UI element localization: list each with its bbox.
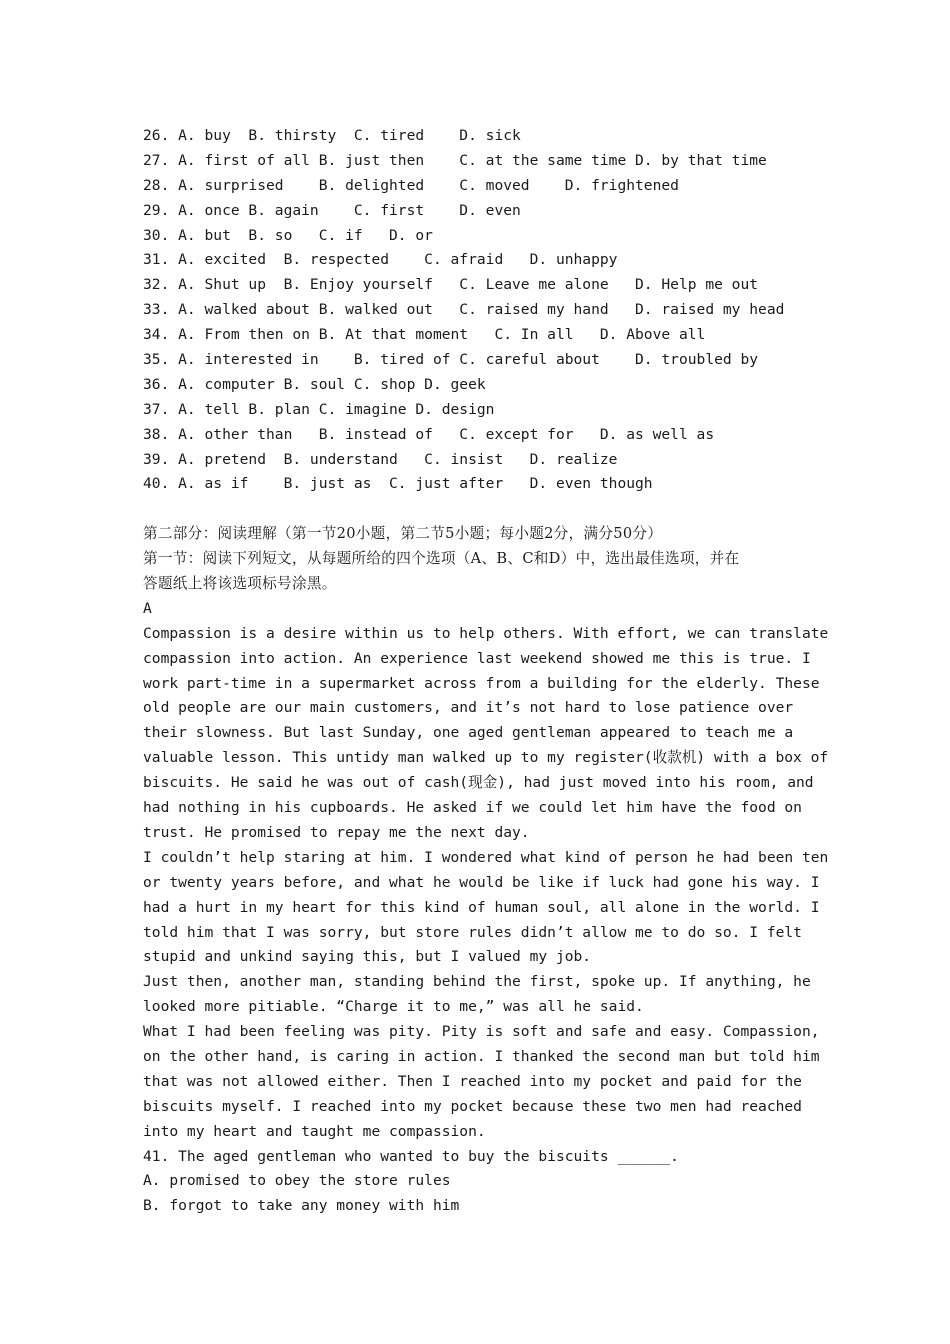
passage-line: into my heart and taught me compassion. (143, 1122, 486, 1140)
cloze-option-line: 36. A. computer B. soul C. shop D. geek (143, 375, 486, 393)
reading-passage (143, 622, 829, 1145)
passage-line: or twenty years before, and what he would be like if luck had gone his way. I (143, 873, 820, 891)
cloze-option-line: 38. A. other than B. instead of C. except for D. as well as (143, 425, 715, 443)
section-spacer (143, 497, 823, 522)
document-page (143, 124, 829, 1219)
section-instruction-line: 第一节：阅读下列短文，从每题所给的四个选项（A、B、C和D）中，选出最佳选项，并在 (143, 550, 740, 568)
cloze-option-line: 28. A. surprised B. delighted C. moved D. frightened (143, 176, 679, 194)
question-41 (143, 1145, 823, 1220)
answer-option-b: B. forgot to take any money with him (143, 1197, 460, 1215)
question-stem: 41. The aged gentleman who wanted to buy the biscuits ______. (143, 1147, 679, 1165)
passage-line: trust. He promised to repay me the next day. (143, 823, 530, 841)
cloze-option-line: 32. A. Shut up B. Enjoy yourself C. Leave me alone D. Help me out (143, 276, 759, 294)
passage-line: valuable lesson. This untidy man walked up to my register(收款机) with a box of (143, 749, 829, 767)
cloze-option-line: 27. A. first of all B. just then C. at the same time D. by that time (143, 151, 767, 169)
passage-line: on the other hand, is caring in action. I thanked the second man but told him (143, 1047, 820, 1065)
passage-label: A (143, 599, 152, 617)
cloze-option-line: 39. A. pretend B. understand C. insist D. realize (143, 450, 618, 468)
passage-line: that was not allowed either. Then I reached into my pocket and paid for the (143, 1072, 802, 1090)
cloze-option-line: 26. A. buy B. thirsty C. tired D. sick (143, 127, 521, 144)
cloze-option-line: 37. A. tell B. plan C. imagine D. design (143, 400, 495, 418)
passage-line: old people are our main customers, and it’s not hard to lose patience over (143, 699, 794, 717)
cloze-option-line: 35. A. interested in B. tired of C. careful about D. troubled by (143, 351, 759, 369)
passage-line: had a hurt in my heart for this kind of human soul, all alone in the world. I (143, 898, 820, 916)
passage-line: compassion into action. An experience last weekend showed me this is true. I (143, 649, 811, 667)
answer-option-a: A. promised to obey the store rules (143, 1172, 451, 1190)
passage-line: I couldn’t help staring at him. I wondered what kind of person he had been ten (143, 848, 829, 866)
cloze-option-line: 33. A. walked about B. walked out C. raised my hand D. raised my head (143, 301, 785, 319)
passage-line: biscuits. He said he was out of cash(现金), had just moved into his room, and (143, 774, 814, 792)
passage-line: biscuits myself. I reached into my pocket because these two men had reached (143, 1097, 802, 1115)
passage-line: had nothing in his cupboards. He asked if we could let him have the food on (143, 799, 802, 817)
passage-line: told him that I was sorry, but store rules didn’t allow me to do so. I felt (143, 923, 802, 941)
passage-line: looked more pitiable. “Charge it to me,” was all he said. (143, 998, 644, 1016)
passage-line: What I had been feeling was pity. Pity is soft and safe and easy. Compassion, (143, 1023, 820, 1041)
section-instruction-line: 答题纸上将该选项标号涂黑。 (143, 575, 337, 593)
cloze-option-line: 40. A. as if B. just as C. just after D. even though (143, 475, 653, 493)
passage-line: Just then, another man, standing behind the first, spoke up. If anything, he (143, 973, 811, 991)
passage-line: Compassion is a desire within us to help others. With effort, we can translate (143, 624, 829, 642)
cloze-option-line: 34. A. From then on B. At that moment C. In all D. Above all (143, 326, 706, 344)
cloze-options-block (143, 124, 823, 497)
cloze-option-line: 30. A. but B. so C. if D. or (143, 226, 433, 244)
cloze-option-line: 29. A. once B. again C. first D. even (143, 201, 521, 219)
passage-line: work part-time in a supermarket across from a building for the elderly. These (143, 674, 820, 692)
reading-section-header (143, 522, 823, 622)
passage-line: stupid and unkind saying this, but I valued my job. (143, 948, 592, 966)
passage-line: their slowness. But last Sunday, one aged gentleman appeared to teach me a (143, 724, 794, 742)
cloze-option-line: 31. A. excited B. respected C. afraid D. unhappy (143, 251, 618, 269)
part-heading: 第二部分：阅读理解（第一节20小题，第二节5小题；每小题2分，满分50分） (143, 525, 663, 543)
